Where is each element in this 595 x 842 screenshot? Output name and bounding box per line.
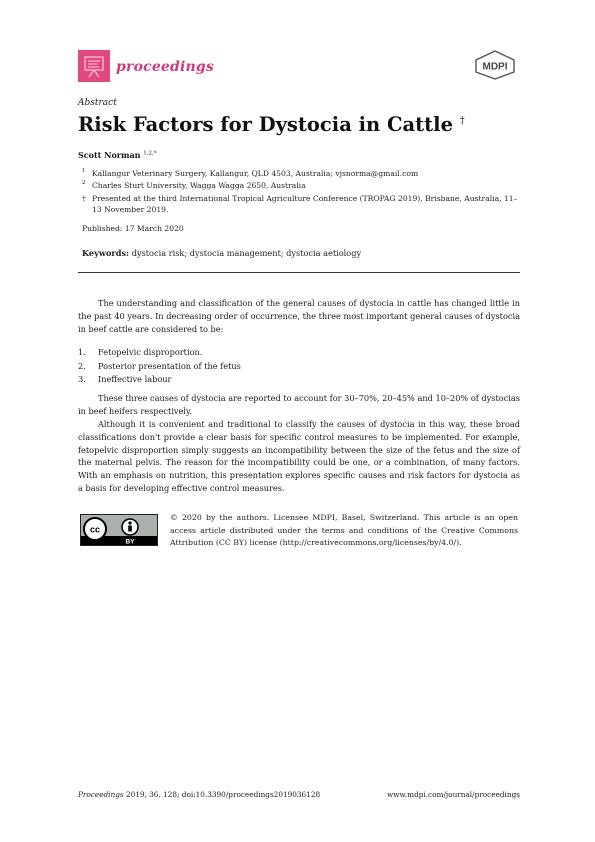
list-number: 2. <box>78 360 86 371</box>
published-date: Published: 17 March 2020 <box>82 224 184 233</box>
affiliation-2 <box>82 180 522 191</box>
list-text: Fetopelvic disproportion. <box>98 347 203 357</box>
keywords-label: Keywords: <box>82 248 130 258</box>
list-number: 1. <box>78 347 86 357</box>
license-text: © 2020 by the authors. Licensee MDPI, Basel, Switzerland. This article is an open access article distributed under the terms and conditions of the Creative Commons Attribution (CC BY) license (http://creativecommons.org/licenses/by/4.0/). <box>170 513 518 548</box>
section-divider <box>78 272 520 273</box>
affiliation-3 <box>82 193 522 215</box>
keywords <box>82 248 361 258</box>
body-paragraph-2: These three causes of dystocia are reported to account for 30–70%, 20–45% and 10–20% of dystocias in beef heifers respectively. <box>78 393 520 416</box>
list-text: Posterior presentation of the fetus <box>98 360 241 371</box>
affiliation-mark: 2 <box>82 180 86 186</box>
list-text: Ineffective labour <box>98 374 172 385</box>
mdpi-logo-icon <box>474 50 516 80</box>
footer-url[interactable]: www.mdpi.com/journal/proceedings <box>386 790 520 799</box>
affiliation-text: Kallangur Veterinary Surgery, Kallangur, QLD 4503, Australia; vjsnorma@gmail.com <box>92 169 419 178</box>
cc-badge-label: BY <box>125 538 135 545</box>
footer-citation <box>78 790 320 799</box>
list-item <box>78 346 520 360</box>
affiliation-text: Charles Sturt University, Wagga Wagga 2650, Australia <box>92 181 306 190</box>
page-title <box>78 113 465 136</box>
list-number: 3. <box>78 374 86 385</box>
body-paragraph-1: The understanding and classification of the general causes of dystocia in cattle has changed little in the past 40 years. In decreasing order of occurrence, the three most important general causes of dystocia in beef cattle are considered to be: <box>78 298 520 334</box>
publisher-name: MDPI <box>482 61 508 73</box>
title-text: Risk Factors for Dystocia in Cattle <box>78 113 453 136</box>
cc-by-license-badge[interactable] <box>80 514 158 546</box>
author-affiliation-marks: 1,2,* <box>143 150 157 157</box>
author-line <box>78 150 157 160</box>
affiliation-1 <box>82 168 522 179</box>
affiliation-text: Presented at the third International Tropical Agriculture Conference (TROPAG 2019), Brisbane, Australia, 11–13 November 2019. <box>92 194 518 214</box>
keywords-text: dystocia risk; dystocia management; dystocia aetiology <box>131 248 362 258</box>
footer-journal: Proceedings <box>78 790 124 799</box>
affiliation-mark: † <box>82 194 86 203</box>
journal-name: proceedings <box>116 59 214 75</box>
causes-list <box>78 346 520 387</box>
article-type: Abstract <box>78 98 117 108</box>
title-footnote-mark: † <box>459 115 465 127</box>
list-item <box>78 360 520 374</box>
footer-citation-rest: 2019, 36, 128; doi:10.3390/proceedings2019036128 <box>123 790 321 799</box>
svg-text:cc: cc <box>89 524 101 535</box>
journal-logo-icon <box>78 50 110 82</box>
author-name[interactable]: Scott Norman <box>78 150 141 160</box>
list-item <box>78 373 520 387</box>
body-paragraph-3: Although it is convenient and traditional to classify the causes of dystocia in this way, these broad classifications don't provide a clear basis for specific control measures to be implemented. For example, fetopelvic disproportion simply suggests an incompatibility between the size of the fetus and the size of the maternal pelvis. The reason for the incompatibility could be one, or a combination, of many factors. With an emphasis on nutrition, this presentation explores specific causes and risk factors for dystocia as a basis for developing effective control measures. <box>78 419 520 493</box>
affiliation-mark: 1 <box>82 168 86 174</box>
